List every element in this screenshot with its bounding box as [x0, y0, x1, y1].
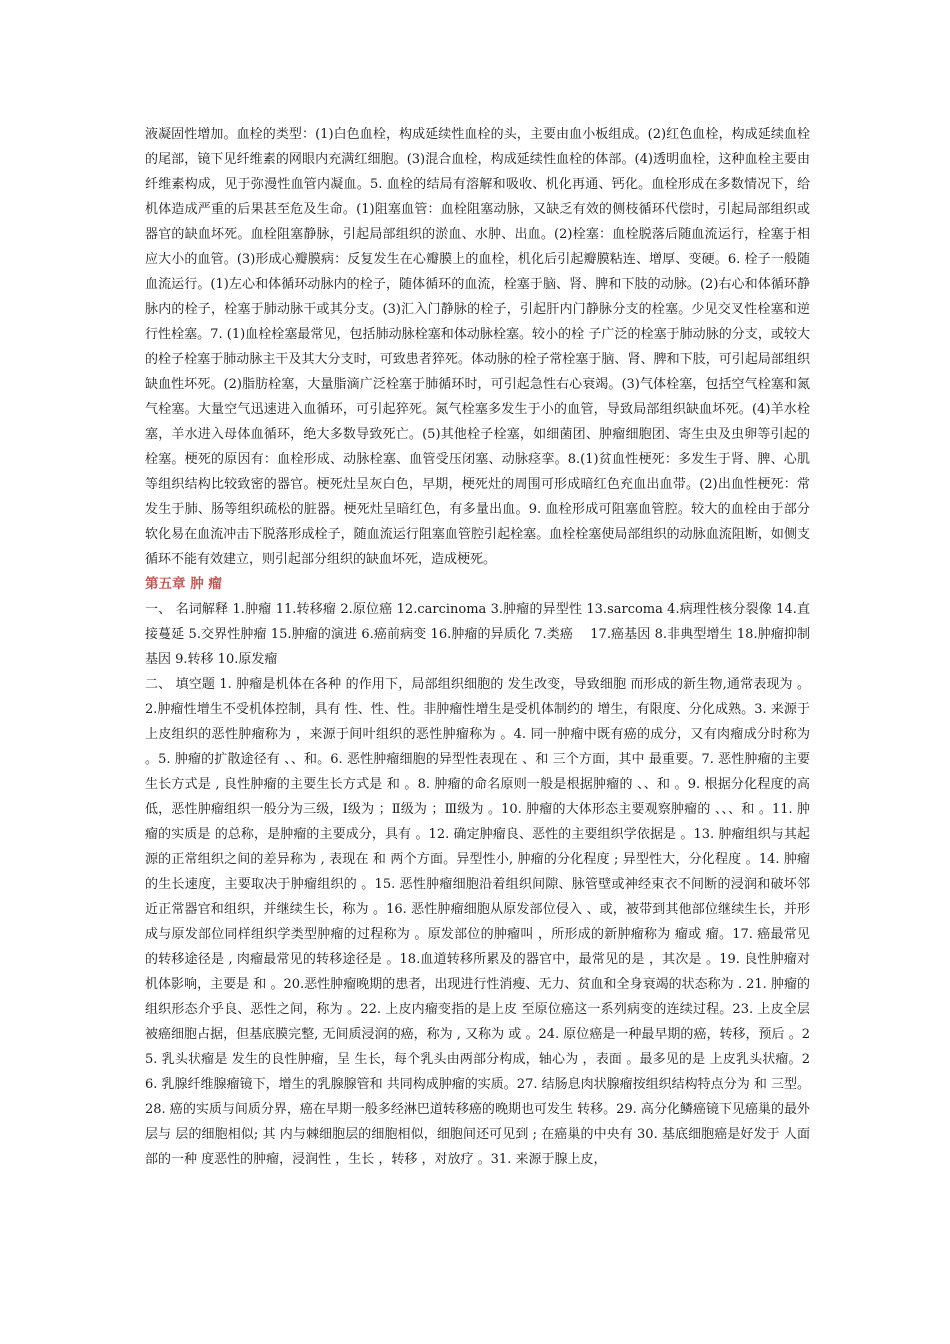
- paragraph-fill-in-blanks: 二、 填空题 1. 肿瘤是机体在各种 的作用下，局部组织细胞的 发生改变，导致细胞 而形成的新生物,通常表现为 。2.肿瘤性增生不受机体控制，具有 性、性、性。非肿瘤性增生是受机体制约的 增生，有限度、分化成熟。3. 来源于上皮组织的恶性肿瘤称为 ，来源于间叶组织的恶性肿瘤称为 。4. 同一肿瘤中既有癌的成分，又有肉瘤成分时称为 。5. 肿瘤的扩散途径有 、、和。6. 恶性肿瘤细胞的异型性表现在 、和 三个方面，其中 最重要。7. 恶性肿瘤的主要生长方式是 , 良性肿瘤的主要生长方式是 和 。8. 肿瘤的命名原则一般是根据肿瘤的 、、和 。9. 根据分化程度的高低，恶性肿瘤组织一般分为三级，Ⅰ级为 ；Ⅱ级为 ；Ⅲ级为 。10. 肿瘤的大体形态主要观察肿瘤的 、、、和 。11. 肿瘤的实质是 的总称，是肿瘤的主要成分，具有 。12. 确定肿瘤良、恶性的主要组织学依据是 。13. 肿瘤组织与其起源的正常组织之间的差异称为 , 表现在 和 两个方面。异型性小, 肿瘤的分化程度 ; 异型性大，分化程度 。14. 肿瘤的生长速度，主要取决于肿瘤组织的 。15. 恶性肿瘤细胞沿着组织间隙、脉管壁或神经束衣不间断的浸润和破坏邻近正常器官和组织，并继续生长，称为 。16. 恶性肿瘤细胞从原发部位侵入 、或，被带到其他部位继续生长，并形成与原发部位同样组织学类型肿瘤的过程称为 。原发部位的肿瘤叫 ，所形成的新肿瘤称为 瘤或 瘤。17. 癌最常见的转移途径是 , 肉瘤最常见的转移途径是 。18.血道转移所累及的器官中，最常见的是 ，其次是 。19. 良性肿瘤对机体影响，主要是 和 。20.恶性肿瘤晚期的患者，出现进行性消瘦、无力、贫血和全身衰竭的状态称为 . 21. 肿瘤的组织形态介乎良、恶性之间，称为 。22. 上皮内瘤变指的是上皮 至原位癌这一系列病变的连续过程。23. 上皮全层被癌细胞占据，但基底膜完整, 无间质浸润的癌，称为 , 又称为 或 。24. 原位癌是一种最早期的癌，转移，预后 。25. 乳头状瘤是 发生的良性肿瘤，呈 生长，每个乳头由两部分构成，轴心为 ，表面 。最多见的是 上皮乳头状瘤。26. 乳腺纤维腺瘤镜下，增生的乳腺腺管和 共同构成肿瘤的实质。27. 结肠息肉状腺瘤按组织结构特点分为 和 三型。28. 癌的实质与间质分界，癌在早期一般多经淋巴道转移癌的晚期也可发生 转移。29. 高分化鳞癌镜下见癌巢的最外层与 层的细胞相似; 其 内与棘细胞层的细胞相似，细胞间还可见到 ; 在癌巢的中央有 30. 基底细胞癌是好发于 人面部的一种 度恶性的肿瘤，浸润性 ，生长 ，转移 ，对放疗 。31. 来源于腺上皮，: [145, 677, 810, 1167]
- chapter-heading: 第五章 肿 瘤: [145, 576, 222, 592]
- paragraph-term-definitions: 一、 名词解释 1.肿瘤 11.转移瘤 2.原位癌 12.carcinoma 3.肿瘤的异型性 13.sarcoma 4.病理性核分裂像 14.直接蔓延 5.交界性肿瘤 15.肿瘤的演进 6.癌前病变 16.肿瘤的异质化 7.类癌 17.癌基因 8.非典型增生 18.肿瘤抑制基因 9.转移 10.原发瘤: [145, 602, 810, 667]
- paragraph-thrombus-embolism: 液凝固性增加。血栓的类型：(1)白色血栓，构成延续性血栓的头，主要由血小板组成。(2)红色血栓，构成延续血栓的尾部，镜下见纤维素的网眼内充满红细胞。(3)混合血栓，构成延续性血栓的体部。(4)透明血栓，这种血栓主要由纤维素构成，见于弥漫性血管内凝血。5. 血栓的结局有溶解和吸收、机化再通、钙化。血栓形成在多数情况下，给机体造成严重的后果甚至危及生命。(1)阻塞血管：血栓阻塞动脉，又缺乏有效的侧枝循环代偿时，引起局部组织或器官的缺血坏死。血栓阻塞静脉，引起局部组织的淤血、水肿、出血。(2)栓塞：血栓脱落后随血流运行，栓塞于相应大小的血管。(3)形成心瓣膜病：反复发生在心瓣膜上的血栓，机化后引起瓣膜粘连、增厚、变硬。6. 栓子一般随血流运行。(1)左心和体循环动脉内的栓子，随体循环的血流，栓塞于脑、肾、脾和下肢的动脉。(2)右心和体循环静脉内的栓子，栓塞于肺动脉干或其分支。(3)汇入门静脉的栓子，引起肝内门静脉分支的栓塞。少见交叉性栓塞和逆行性栓塞。7. (1)血栓栓塞最常见，包括肺动脉栓塞和体动脉栓塞。较小的栓 子广泛的栓塞于肺动脉的分支，或较大的栓子栓塞于肺动脉主干及其大分支时，可致患者猝死。体动脉的栓子常栓塞于脑、肾、脾和下肢，可引起局部组织缺血性坏死。(2)脂肪栓塞，大量脂滴广泛栓塞于肺循环时，可引起急性右心衰竭。(3)气体栓塞，包括空气栓塞和氮气栓塞。大量空气迅速进入血循环，可引起猝死。氮气栓塞多发生于小的血管，导致局部组织缺血坏死。(4)羊水栓塞，羊水进入母体血循环，绝大多数导致死亡。(5)其他栓子栓塞，如细菌团、肿瘤细胞团、寄生虫及虫卵等引起的栓塞。梗死的原因有：血栓形成、动脉栓塞、血管受压闭塞、动脉痉挛。8.(1)贫血性梗死：多发生于肾、脾、心肌等组织结构比较致密的器官。梗死灶呈灰白色，早期，梗死灶的周围可形成暗红色充血出血带。(2)出血性梗死：常发生于肺、肠等组织疏松的脏器。梗死灶呈暗红色，有多量出血。9. 血栓形成可阻塞血管腔。较大的血栓由于部分软化易在血流冲击下脱落形成栓子，随血流运行阻塞血管腔引起栓塞。血栓栓塞使局部组织的动脉血流阻断，如侧支循环不能有效建立，则引起部分组织的缺血坏死，造成梗死。: [145, 127, 810, 567]
- document-page: [145, 122, 810, 1172]
